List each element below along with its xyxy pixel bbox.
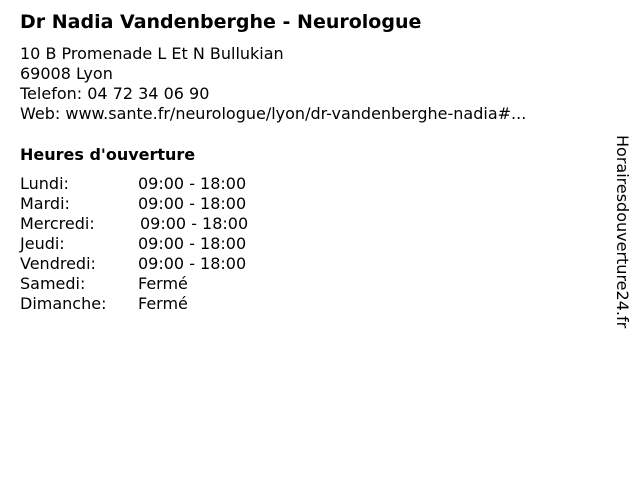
day-label: Vendredi: bbox=[20, 254, 96, 273]
day-label: Mercredi: bbox=[20, 214, 95, 233]
time-value: Fermé bbox=[138, 274, 188, 293]
address-block bbox=[20, 44, 526, 124]
day-label: Dimanche: bbox=[20, 294, 107, 313]
site-watermark bbox=[612, 135, 632, 345]
time-value: 09:00 - 18:00 bbox=[138, 194, 247, 213]
city-address: 69008 Lyon bbox=[20, 64, 113, 83]
time-value: 09:00 - 18:00 bbox=[138, 234, 247, 253]
street-address: 10 B Promenade L Et N Bullukian bbox=[20, 44, 284, 63]
day-label: Lundi: bbox=[20, 174, 69, 193]
time-value: 09:00 - 18:00 bbox=[140, 214, 249, 233]
watermark-text: Horairesdouverture24.fr bbox=[613, 135, 632, 329]
time-value: 09:00 - 18:00 bbox=[138, 174, 247, 193]
day-label: Mardi: bbox=[20, 194, 70, 213]
phone-number: Telefon: 04 72 34 06 90 bbox=[20, 84, 210, 103]
website-link[interactable]: Web: www.sante.fr/neurologue/lyon/dr-vandenberghe-nadia#... bbox=[20, 104, 527, 123]
opening-hours-heading: Heures d'ouverture bbox=[20, 145, 196, 164]
page-title: Dr Nadia Vandenberghe - Neurologue bbox=[20, 11, 422, 33]
time-value: Fermé bbox=[138, 294, 188, 313]
day-label: Jeudi: bbox=[20, 234, 65, 253]
day-label: Samedi: bbox=[20, 274, 86, 293]
time-value: 09:00 - 18:00 bbox=[138, 254, 247, 273]
